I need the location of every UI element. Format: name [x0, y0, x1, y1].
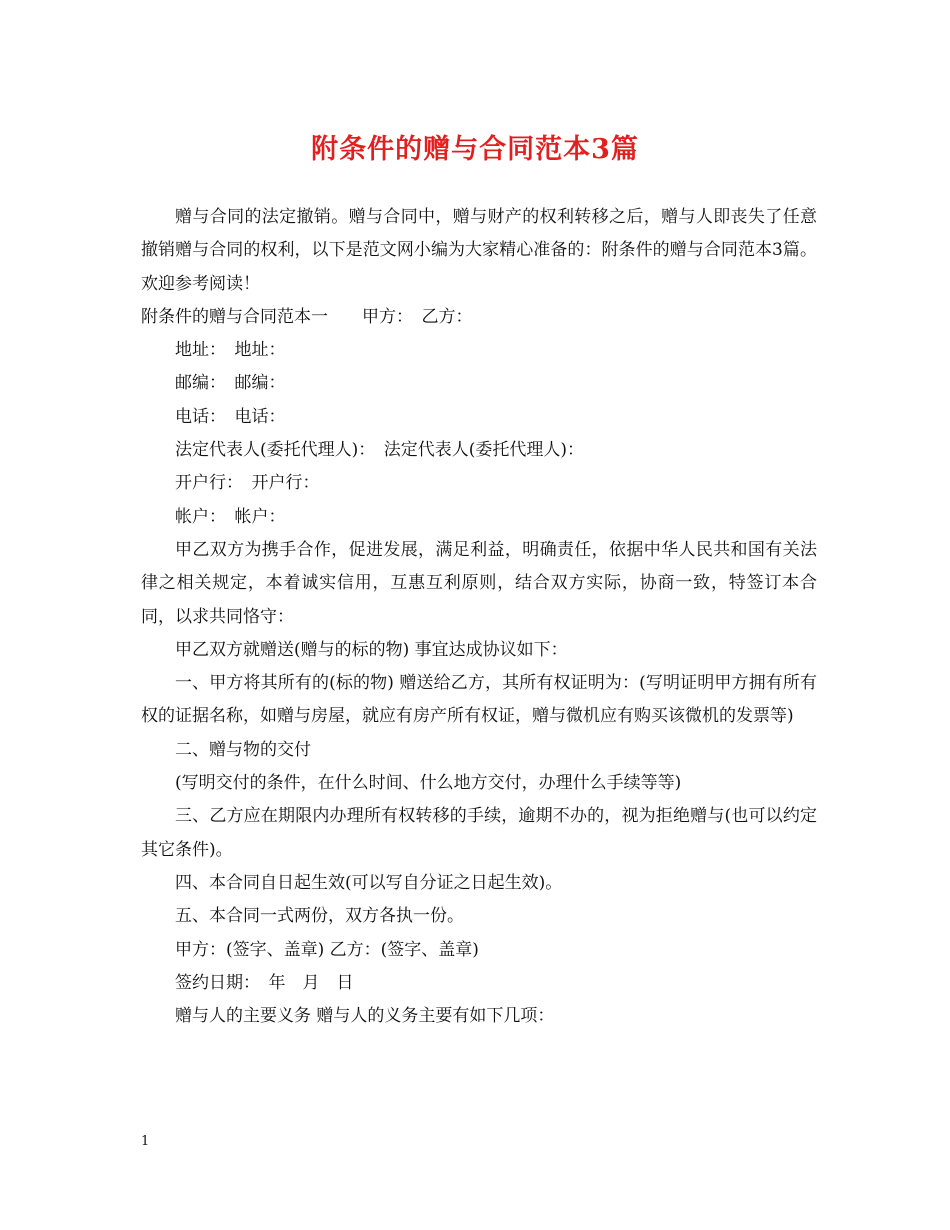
paragraph-contract-heading: 附条件的赠与合同范本一 甲方： 乙方：: [141, 306, 473, 327]
paragraph-agreement: 甲乙双方就赠送(赠与的标的物) 事宜达成协议如下：: [175, 639, 568, 660]
paragraph-clause-2-detail: (写明交付的条件，在什么时间、什么地方交付，办理什么手续等等): [175, 773, 682, 794]
paragraph-intro: 赠与合同的法定撤销。赠与合同中，赠与财产的权利转移之后，赠与人即丧失了任意撤销赠与合同的权利，以下是范文网小编为大家精心准备的：附条件的赠与合同范本3篇。欢迎参考阅读！: [141, 207, 817, 294]
paragraph-phone: 电话： 电话：: [175, 406, 286, 427]
paragraph-preamble: 甲乙双方为携手合作，促进发展，满足利益，明确责任，依据中华人民共和国有关法律之相关规定，本着诚实信用，互惠互利原则，结合双方实际，协商一致，特签订本合同，以求共同恪守：: [141, 539, 817, 627]
page-number: 1: [141, 1134, 150, 1149]
paragraph-account: 帐户： 帐户：: [175, 506, 286, 527]
paragraph-donor-duties: 赠与人的主要义务 赠与人的义务主要有如下几项：: [175, 1006, 555, 1027]
paragraph-clause-2: 二、赠与物的交付: [175, 739, 311, 760]
paragraph-legal-representative: 法定代表人(委托代理人)： 法定代表人(委托代理人)：: [175, 440, 585, 461]
paragraph-bank: 开户行： 开户行：: [175, 473, 320, 494]
paragraph-postcode: 邮编： 邮编：: [175, 373, 286, 394]
paragraph-clause-4: 四、本合同自日起生效(可以写自分证之日起生效)。: [175, 872, 563, 893]
document-title: 附条件的赠与合同范本3篇: [311, 134, 639, 165]
document-body: [141, 201, 817, 1033]
paragraph-address: 地址： 地址：: [175, 340, 286, 361]
paragraph-clause-1: 一、甲方将其所有的(标的物) 赠送给乙方，其所有权证明为：(写明证明甲方拥有所有权的证据名称，如赠与房屋，就应有房产所有权证，赠与微机应有购买该微机的发票等): [141, 673, 817, 727]
paragraph-signatures: 甲方：(签字、盖章) 乙方：(签字、盖章): [175, 939, 479, 960]
paragraph-sign-date: 签约日期： 年 月 日: [175, 972, 354, 993]
paragraph-clause-5: 五、本合同一式两份，双方各执一份。: [175, 906, 464, 927]
paragraph-clause-3: 三、乙方应在期限内办理所有权转移的手续，逾期不办的，视为拒绝赠与(也可以约定其它条件)。: [141, 806, 817, 860]
